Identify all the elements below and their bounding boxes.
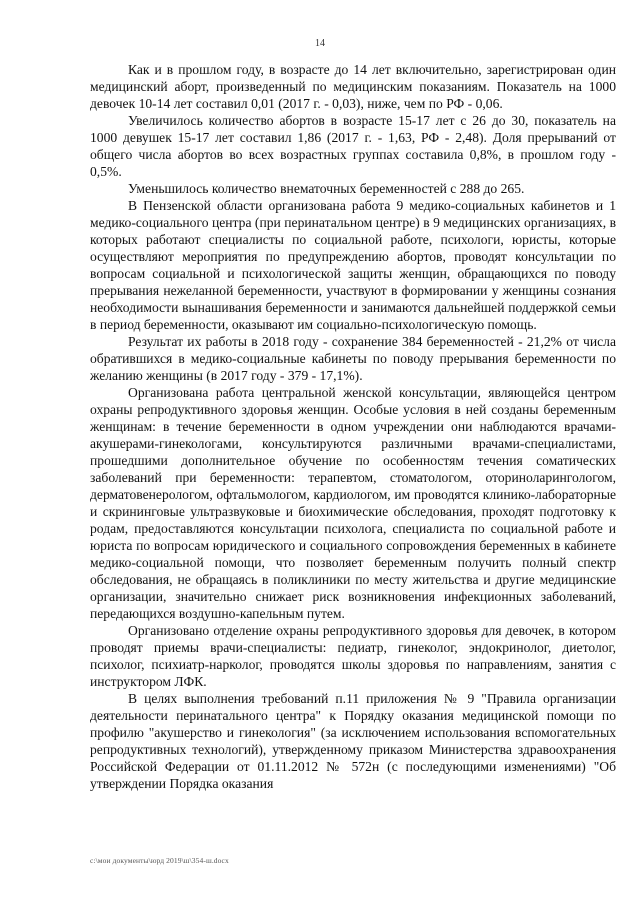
paragraph-girls-reproductive-health: Организовано отделение охраны репродуктивного здоровья для девочек, в котором проводят приемы врачи-специалисты: педиатр, гинеколог, эндокринолог, диетолог, психолог, психиатр-нарколог, проводятся школы здоровья по направлениям, занятия с инструктором ЛФК.	[90, 623, 616, 689]
paragraph-abortions-15-17: Увеличилось количество абортов в возрасте 15-17 лет с 26 до 30, показатель на 1000 девушек 15-17 лет составил 1,86 (2017 г. - 1,63, РФ - 2,48). Доля прерываний от общего числа абортов во всех возрастных группах составила 0,8%, в прошлом году - 0,5%.	[90, 113, 616, 179]
paragraph-ectopic-pregnancies: Уменьшилось количество внематочных беременностей с 288 до 265.	[128, 181, 525, 196]
page-number: 14	[315, 38, 325, 49]
paragraph-womens-consultation: Организована работа центральной женской консультации, являющейся центром охраны репродуктивного здоровья женщин. Особые условия в ней созданы беременным женщинам: в течение беременности в одном учреждении они наблюдаются врачами-акушерами-гинекологами, консультируются различными врачами-специалистами, прошедшими дополнительное обучение по особенностям течения соматических заболеваний при беременности: терапевтом, стоматологом, оториноларингологом, дерматовенерологом, офтальмологом, кардиологом, им проводятся клинико-лабораторные и скрининговые ультразвуковые и биохимические обследования, проходят подготовку к родам, предоставляются консультации психолога, специалиста по социальной работе и юриста по вопросам юридического и социального сопровождения беременных в кабинете медико-социальной помощи, что позволяет беременным получить полный спектр обследования, не обращаясь в поликлиники по месту жительства и другие медицинские организации, значительно снижает риск возникновения инфекционных заболеваний, передающихся воздушно-капельным путем.	[90, 385, 616, 621]
paragraph-abortions-under-14: Как и в прошлом году, в возрасте до 14 лет включительно, зарегистрирован один медицинский аборт, произведенный по медицинским показаниям. Показатель на 1000 девочек 10-14 лет составил 0,01 (2017 г. - 0,03), ниже, чем по РФ - 0,06.	[90, 62, 616, 111]
paragraph-work-results: Результат их работы в 2018 году - сохранение 384 беременностей - 21,2% от числа обратившихся в медико-социальные кабинеты по поводу прерывания беременности по желанию женщины (в 2017 году - 379 - 17,1%).	[90, 334, 616, 383]
paragraph-medico-social-offices: В Пензенской области организована работа 9 медико-социальных кабинетов и 1 медико-социального центра (при перинатальном центре) в 9 медицинских организациях, в которых работают специалисты по социальной работе, психологи, юристы, которые осуществляют мероприятия по предупреждению абортов, проводят консультации по вопросам социальной и психологической защиты женщин, обращающихся по поводу прерывания нежеланной беременности, участвуют в формировании у женщины сознания необходимости вынашивания беременности и занимаются дальнейшей поддержкой семьи в период беременности, оказывают им социально-психологическую помощь.	[90, 198, 616, 332]
footer-file-path: c:\мои документы\юрд 2019\ш\354-ш.docx	[90, 856, 229, 865]
paragraph-perinatal-center-requirements: В целях выполнения требований п.11 приложения № 9 "Правила организации деятельности перинатального центра" к Порядку оказания медицинской помощи по профилю "акушерство и гинекология" (за исключением использования вспомогательных репродуктивных технологий), утвержденному приказом Министерства здравоохранения Российской Федерации от 01.11.2012 № 572н (с последующими изменениями) "Об утверждении Порядка оказания	[90, 691, 616, 791]
document-body	[90, 61, 616, 792]
